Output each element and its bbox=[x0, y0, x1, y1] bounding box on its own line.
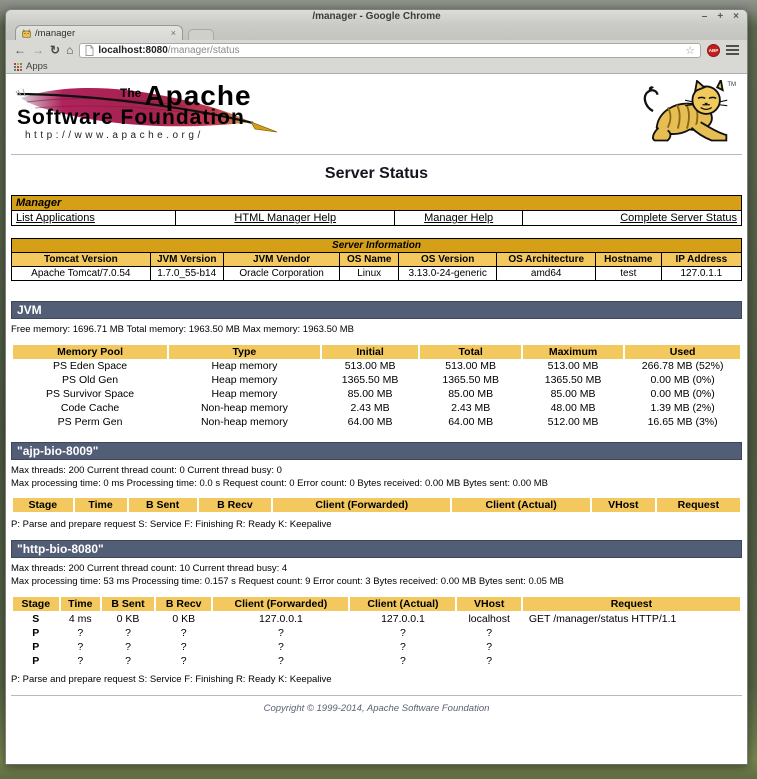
connector-column-header: Client (Forwarded) bbox=[213, 597, 348, 611]
server-info-value: amd64 bbox=[497, 267, 596, 281]
connector-request-cell: ? bbox=[77, 640, 84, 653]
server-info-header: IP Address bbox=[661, 253, 741, 267]
jvm-section-header: JVM bbox=[11, 301, 742, 319]
address-bar[interactable] bbox=[79, 43, 701, 58]
back-icon[interactable]: ← bbox=[14, 43, 26, 57]
memory-pool-row bbox=[13, 402, 740, 415]
memory-pool-cell: 512.00 MB bbox=[547, 416, 599, 429]
connector-column-header: Time bbox=[61, 597, 101, 611]
server-info-value-row bbox=[12, 267, 742, 281]
memory-pool-cell: Heap memory bbox=[211, 374, 278, 387]
connector-request-cell bbox=[523, 626, 740, 639]
adblock-extension-icon[interactable]: ABP bbox=[707, 44, 720, 57]
jvm-memory-stats: Free memory: 1696.71 MB Total memory: 1963.50 MB Max memory: 1963.50 MB bbox=[11, 324, 355, 335]
connector-section bbox=[11, 442, 742, 531]
memory-pool-header: Total bbox=[420, 345, 520, 359]
memory-pool-cell: 64.00 MB bbox=[347, 416, 393, 429]
memory-pool-header: Maximum bbox=[523, 345, 623, 359]
connector-column-header: VHost bbox=[592, 498, 655, 512]
connector-column-header: B Recv bbox=[156, 597, 211, 611]
home-icon[interactable]: ⌂ bbox=[66, 43, 74, 57]
connector-section-header: "http-bio-8080" bbox=[11, 540, 742, 558]
browser-window bbox=[5, 9, 748, 765]
memory-pool-row bbox=[13, 388, 740, 401]
page-content bbox=[6, 74, 747, 764]
connector-request-cell: 4 ms bbox=[68, 612, 92, 625]
manager-link-complete-server-status[interactable]: Complete Server Status bbox=[620, 212, 737, 224]
connector-request-table bbox=[11, 596, 742, 668]
minimize-button[interactable]: – bbox=[701, 11, 708, 22]
memory-pool-header: Used bbox=[625, 345, 740, 359]
manager-link-manager-help[interactable]: Manager Help bbox=[424, 212, 494, 224]
connector-request-cell: 0 KB bbox=[116, 612, 140, 625]
server-info-value: 3.13.0-24-generic bbox=[398, 267, 497, 281]
memory-pool-cell: 64.00 MB bbox=[448, 416, 494, 429]
apache-logo bbox=[13, 80, 353, 150]
connector-request-cell: ? bbox=[278, 626, 284, 639]
copyright-notice: Copyright © 1999-2014, Apache Software Foundation bbox=[263, 703, 490, 715]
connector-request-cell: ? bbox=[486, 640, 493, 653]
memory-pool-cell: Non-heap memory bbox=[200, 402, 288, 415]
connector-sections bbox=[11, 442, 742, 685]
manager-section-title: Manager bbox=[12, 196, 742, 211]
memory-pool-table bbox=[11, 344, 742, 430]
window-titlebar[interactable] bbox=[6, 10, 747, 24]
browser-toolbar bbox=[6, 40, 747, 60]
connector-request-row bbox=[13, 654, 740, 667]
connector-header-row bbox=[13, 498, 740, 512]
server-info-header: Tomcat Version bbox=[12, 253, 151, 267]
connector-request-cell: ? bbox=[400, 640, 406, 653]
connector-column-header: Client (Forwarded) bbox=[273, 498, 450, 512]
connector-column-header: B Sent bbox=[129, 498, 197, 512]
server-info-header: JVM Vendor bbox=[223, 253, 340, 267]
window-title: /manager - Google Chrome bbox=[312, 11, 441, 22]
connector-request-cell: ? bbox=[486, 654, 493, 667]
stage-legend: P: Parse and prepare request S: Service F: Finishing R: Ready K: Keepalive bbox=[11, 674, 332, 686]
connector-request-row bbox=[13, 640, 740, 653]
connector-section bbox=[11, 540, 742, 685]
memory-pool-row bbox=[13, 374, 740, 387]
tab-label: /manager bbox=[35, 27, 76, 39]
connector-column-header: Stage bbox=[13, 498, 73, 512]
forward-icon[interactable]: → bbox=[32, 43, 44, 57]
memory-pool-cell: 85.00 MB bbox=[347, 388, 393, 401]
connector-column-header: Request bbox=[523, 597, 740, 611]
memory-pool-cell: 2.43 MB bbox=[451, 402, 491, 415]
manager-link-cell bbox=[12, 211, 176, 226]
memory-pool-cell: Non-heap memory bbox=[200, 416, 288, 429]
manager-links-row bbox=[12, 211, 742, 226]
maximize-button[interactable]: + bbox=[717, 11, 724, 22]
connector-request-cell: ? bbox=[400, 654, 406, 667]
connector-request-cell: ? bbox=[278, 640, 284, 653]
memory-pool-header: Type bbox=[169, 345, 320, 359]
memory-pool-cell: 513.00 MB bbox=[344, 360, 396, 373]
logo-url: http://www.apache.org/ bbox=[25, 130, 204, 141]
server-info-header-row bbox=[12, 253, 742, 267]
connector-request-cell: P bbox=[32, 640, 40, 653]
chrome-menu-icon[interactable] bbox=[726, 45, 739, 55]
connector-processing-stats: Max processing time: 0 ms Processing time: 0.0 s Request count: 0 Error count: 0 Bytes received: 0.00 MB Bytes sent: 0.00 MB bbox=[11, 477, 548, 489]
memory-pool-cell: PS Survivor Space bbox=[46, 388, 135, 401]
connector-request-cell: ? bbox=[125, 626, 131, 639]
server-info-value: 1.7.0_55-b14 bbox=[150, 267, 223, 281]
memory-pool-cell: Code Cache bbox=[60, 402, 120, 415]
connector-column-header: Stage bbox=[13, 597, 59, 611]
tab-close-icon[interactable]: × bbox=[170, 28, 176, 38]
connector-header-row bbox=[13, 597, 740, 611]
connector-column-header: Client (Actual) bbox=[350, 597, 455, 611]
connector-request-cell: ? bbox=[125, 640, 131, 653]
connector-request-cell: ? bbox=[180, 640, 187, 653]
connector-request-table bbox=[11, 497, 742, 513]
connector-column-header: VHost bbox=[457, 597, 520, 611]
memory-pool-cell: PS Eden Space bbox=[53, 360, 128, 373]
memory-pool-cell: 85.00 MB bbox=[550, 388, 596, 401]
connector-request-cell: 0 KB bbox=[172, 612, 196, 625]
connector-column-header: B Sent bbox=[102, 597, 154, 611]
connector-request-cell bbox=[523, 640, 740, 653]
url-host: localhost:8080 bbox=[98, 44, 168, 56]
connector-thread-stats: Max threads: 200 Current thread count: 10 Current thread busy: 4 bbox=[11, 563, 288, 575]
connector-request-cell: ? bbox=[180, 626, 187, 639]
connector-column-header: Request bbox=[657, 498, 740, 512]
memory-pool-header: Memory Pool bbox=[13, 345, 167, 359]
memory-pool-row bbox=[13, 416, 740, 429]
apache-logo-text bbox=[17, 80, 252, 141]
connector-request-cell: 127.0.0.1 bbox=[259, 612, 303, 625]
connector-request-cell: ? bbox=[180, 654, 187, 667]
memory-pool-cell: 2.43 MB bbox=[350, 402, 390, 415]
connector-request-cell: P bbox=[32, 654, 40, 667]
connector-processing-stats: Max processing time: 53 ms Processing time: 0.157 s Request count: 9 Error count: 3 Bytes received: 0.00 MB Bytes sent: 0.05 MB bbox=[11, 576, 564, 588]
tomcat-cat-icon bbox=[640, 80, 732, 146]
browser-tab[interactable] bbox=[15, 25, 183, 40]
manager-link-cell bbox=[395, 211, 523, 226]
connector-request-cell: S bbox=[32, 612, 40, 625]
bookmark-star-icon[interactable]: ☆ bbox=[685, 44, 695, 57]
memory-pool-header: Initial bbox=[322, 345, 419, 359]
apps-grid-icon[interactable] bbox=[14, 63, 22, 71]
url-text[interactable] bbox=[98, 45, 681, 56]
tomcat-logo bbox=[640, 80, 736, 148]
server-info-header: OS Name bbox=[340, 253, 398, 267]
connector-request-cell: localhost bbox=[468, 612, 510, 625]
manager-link-list-applications[interactable]: List Applications bbox=[16, 212, 95, 224]
memory-pool-cell: Heap memory bbox=[211, 360, 278, 373]
connector-column-header: Client (Actual) bbox=[452, 498, 590, 512]
server-info-table bbox=[11, 238, 742, 281]
server-info-header: Hostname bbox=[595, 253, 661, 267]
memory-pool-cell: 513.00 MB bbox=[547, 360, 599, 373]
connector-column-header: B Recv bbox=[199, 498, 272, 512]
connector-request-cell bbox=[523, 654, 740, 667]
apps-label[interactable]: Apps bbox=[26, 61, 48, 72]
memory-pool-cell: 513.00 MB bbox=[445, 360, 497, 373]
connector-request-cell: P bbox=[32, 626, 40, 639]
memory-pool-cell: 1.39 MB (2%) bbox=[650, 402, 715, 415]
trademark-label: TM bbox=[727, 82, 736, 88]
manager-link-cell bbox=[176, 211, 395, 226]
memory-pool-cell: 0.00 MB (0%) bbox=[650, 388, 715, 401]
page-icon bbox=[85, 45, 94, 56]
new-tab-button[interactable] bbox=[188, 29, 214, 40]
server-info-value: test bbox=[595, 267, 661, 281]
memory-pool-cell: 85.00 MB bbox=[448, 388, 494, 401]
connector-thread-stats: Max threads: 200 Current thread count: 0 Current thread busy: 0 bbox=[11, 464, 282, 476]
server-info-value: Apache Tomcat/7.0.54 bbox=[12, 267, 151, 281]
memory-pool-cell: 1365.50 MB bbox=[341, 374, 399, 387]
server-info-value: 127.0.1.1 bbox=[661, 267, 741, 281]
memory-pool-cell: 16.65 MB (3%) bbox=[647, 416, 718, 429]
connector-request-cell: 127.0.0.1 bbox=[381, 612, 425, 625]
manager-table bbox=[11, 195, 742, 226]
logo-the: The bbox=[120, 86, 142, 100]
logo-apache: Apache bbox=[144, 80, 252, 111]
memory-pool-cell: PS Perm Gen bbox=[57, 416, 123, 429]
memory-pool-cell: 1365.50 MB bbox=[442, 374, 499, 387]
server-info-header: OS Architecture bbox=[497, 253, 596, 267]
memory-pool-cell: 266.78 MB (52%) bbox=[641, 360, 724, 373]
window-controls bbox=[702, 10, 739, 24]
connector-request-cell: ? bbox=[77, 654, 84, 667]
logo-row bbox=[11, 80, 742, 150]
logo-divider bbox=[11, 154, 742, 155]
server-info-value: Linux bbox=[340, 267, 398, 281]
memory-pool-cell: 48.00 MB bbox=[550, 402, 596, 415]
connector-request-cell: ? bbox=[400, 626, 406, 639]
memory-pool-cell: PS Old Gen bbox=[62, 374, 119, 387]
connector-request-cell: GET /manager/status HTTP/1.1 bbox=[528, 612, 677, 625]
connector-request-cell: ? bbox=[486, 626, 493, 639]
manager-link-cell bbox=[523, 211, 742, 226]
memory-pool-cell: 0.00 MB (0%) bbox=[650, 374, 715, 387]
memory-pool-cell: Heap memory bbox=[211, 388, 278, 401]
bookmarks-bar bbox=[6, 60, 747, 74]
memory-pool-cell: 1365.50 MB bbox=[544, 374, 602, 387]
server-info-header: OS Version bbox=[398, 253, 497, 267]
url-path: /manager/status bbox=[167, 44, 240, 56]
close-button[interactable]: × bbox=[733, 11, 739, 22]
connector-request-cell: ? bbox=[125, 654, 131, 667]
logo-software-foundation: Software Foundation bbox=[17, 106, 245, 129]
connector-section-header: "ajp-bio-8009" bbox=[11, 442, 742, 460]
memory-pool-row bbox=[13, 360, 740, 373]
memory-pool-header-row bbox=[13, 345, 740, 359]
server-info-section-title: Server Information bbox=[12, 239, 742, 253]
connector-request-cell: ? bbox=[278, 654, 284, 667]
tab-favicon-tomcat-icon bbox=[22, 29, 31, 38]
footer-divider bbox=[11, 695, 742, 696]
connector-request-row bbox=[13, 626, 740, 639]
connector-column-header: Time bbox=[75, 498, 127, 512]
server-info-header: JVM Version bbox=[150, 253, 223, 267]
server-info-value: Oracle Corporation bbox=[223, 267, 340, 281]
tab-strip bbox=[6, 24, 747, 40]
stage-legend: P: Parse and prepare request S: Service F: Finishing R: Ready K: Keepalive bbox=[11, 519, 332, 531]
manager-link-html-manager-help[interactable]: HTML Manager Help bbox=[234, 212, 337, 224]
connector-request-row bbox=[13, 612, 740, 625]
connector-request-cell: ? bbox=[77, 626, 84, 639]
reload-icon[interactable]: ↻ bbox=[50, 43, 61, 57]
page-title: Server Status bbox=[324, 165, 429, 182]
